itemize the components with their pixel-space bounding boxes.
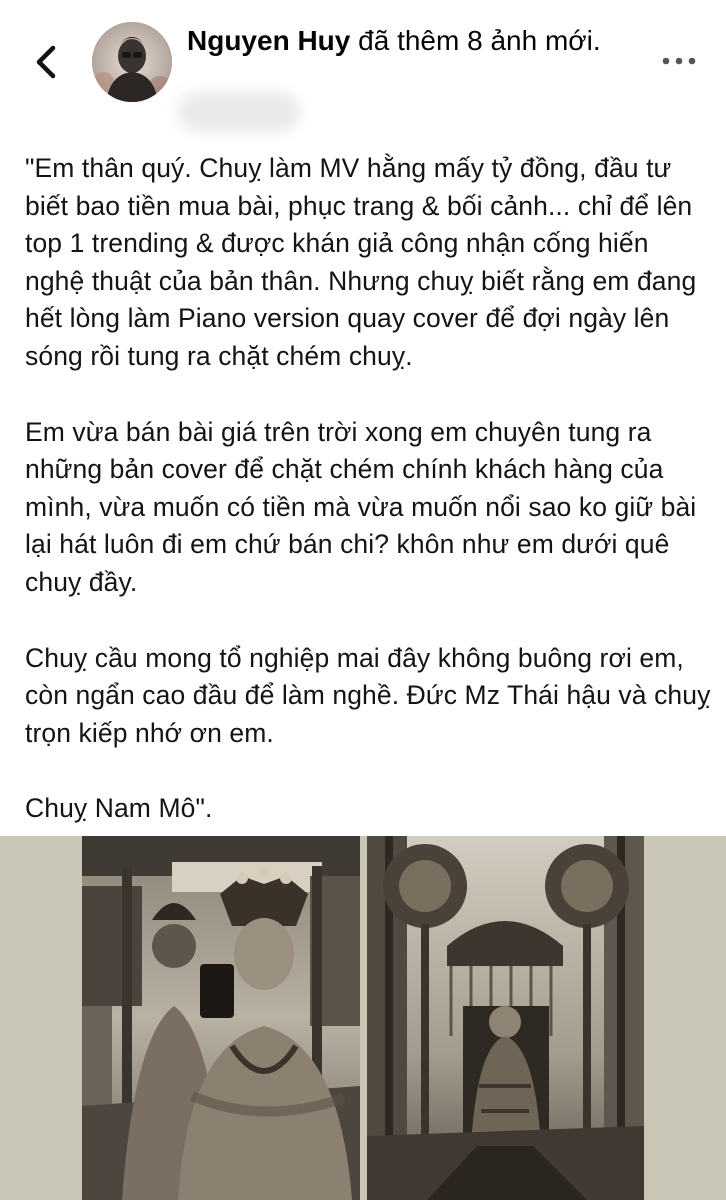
post-paragraph: Chuỵ cầu mong tổ nghiệp mai đây không buông rơi em, còn ngẩn cao đầu để làm nghề. Đức Mz Thái hậu và chuỵ trọn kiếp nhớ ơn em.: [25, 642, 711, 748]
post-action-text: đã thêm 8 ảnh mới.: [350, 25, 601, 56]
post-paragraph: Em vừa bán bài giá trên trời xong em chuyên tung ra những bản cover để chặt chém chính khách hàng của mình, vừa muốn có tiền mà vừa muốn nổi sao ko giữ bài lại hát luôn đi em chứ bán chi? khôn như em dưới quê chuỵ đầy.: [25, 416, 697, 597]
photo-grid: [0, 836, 726, 1200]
post-paragraph: "Em thân quý. Chuỵ làm MV hằng mấy tỷ đồng, đầu tư biết bao tiền mua bài, phục trang & bối cảnh... chỉ để lên top 1 trending & được khán giả công nhận cống hiến nghệ thuật của bản thân. Nhưng chuỵ biết rằng em đang hết lòng làm Piano version quay cover để đợi ngày lên sóng rồi tung ra chặt chém chuỵ.: [25, 153, 697, 371]
post-author-line: [187, 22, 627, 60]
avatar[interactable]: [92, 22, 172, 102]
photo-selfie-in-costume[interactable]: [82, 836, 360, 1200]
blurred-timestamp: [178, 92, 300, 132]
post-body: [25, 150, 715, 866]
back-button[interactable]: [26, 38, 66, 86]
more-horizontal-icon: [662, 57, 696, 65]
post-header: [0, 0, 726, 140]
chevron-left-icon: [34, 44, 58, 80]
more-options-button[interactable]: [656, 48, 702, 74]
author-name[interactable]: Nguyen Huy: [187, 25, 351, 56]
photo-throne-scene[interactable]: [367, 836, 644, 1200]
post-paragraph: Chuỵ Nam Mô".: [25, 793, 213, 824]
